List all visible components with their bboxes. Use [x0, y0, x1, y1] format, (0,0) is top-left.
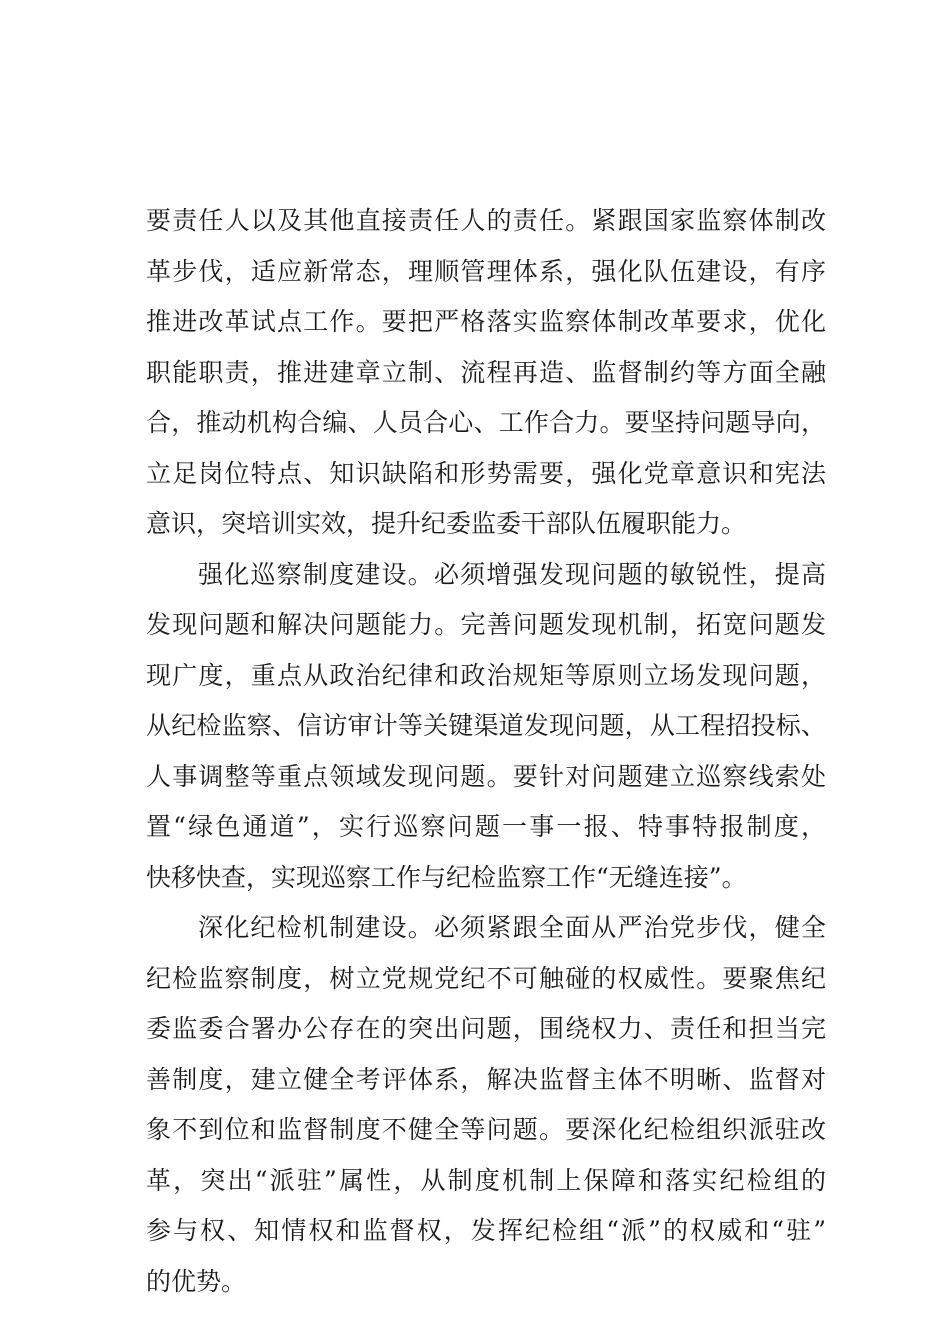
text-line: 合，推动机构合编、人员合心、工作合力。要坚持问题导向，	[146, 408, 826, 437]
text-line: 纪检监察制度，树立党规党纪不可触碰的权威性。要聚焦纪	[146, 963, 826, 993]
text-line: 参与权、知情权和监督权，发挥纪检组“派”的权威和“驻”	[146, 1216, 826, 1245]
text-line: 深化纪检机制建设。必须紧跟全面从严治党步伐，健全	[198, 913, 826, 942]
paragraph-1	[146, 196, 826, 550]
text-line: 现广度，重点从政治纪律和政治规矩等原则立场发现问题，	[146, 660, 826, 690]
text-line: 委监委合署办公存在的突出问题，围绕权力、责任和担当完	[146, 1014, 826, 1043]
text-line: 职能职责，推进建章立制、流程再造、监督制约等方面全融	[146, 357, 826, 387]
text-line: 强化巡察制度建设。必须增强发现问题的敏锐性，提高	[198, 559, 826, 589]
text-line: 的优势。	[146, 1266, 247, 1296]
document-page	[146, 196, 826, 1307]
text-line: 意识，突培训实效，提升纪委监委干部队伍履职能力。	[146, 509, 747, 538]
text-line: 要责任人以及其他直接责任人的责任。紧跟国家监察体制改	[146, 206, 826, 235]
text-line: 快移快查，实现巡察工作与纪检监察工作“无缝连接”。	[146, 862, 747, 892]
text-line: 立足岗位特点、知识缺陷和形势需要，强化党章意识和宪法	[146, 458, 826, 488]
text-line: 从纪检监察、信访审计等关键渠道发现问题，从工程招投标、	[146, 711, 826, 740]
paragraph-3	[146, 903, 826, 1307]
text-line: 发现问题和解决问题能力。完善问题发现机制，拓宽问题发	[146, 610, 826, 639]
text-line: 善制度，建立健全考评体系，解决监督主体不明晰、监督对	[146, 1064, 826, 1094]
text-line: 置“绿色通道”，实行巡察问题一事一报、特事特报制度，	[146, 812, 826, 841]
text-line: 象不到位和监督制度不健全等问题。要深化纪检组织派驻改	[146, 1115, 826, 1144]
text-line: 革步伐，适应新常态，理顺管理体系，强化队伍建设，有序	[146, 256, 826, 286]
text-line: 推进改革试点工作。要把严格落实监察体制改革要求，优化	[146, 307, 826, 336]
text-line: 革，突出“派驻”属性，从制度机制上保障和落实纪检组的	[146, 1165, 826, 1195]
paragraph-2	[146, 550, 826, 904]
text-line: 人事调整等重点领域发现问题。要针对问题建立巡察线索处	[146, 761, 826, 791]
